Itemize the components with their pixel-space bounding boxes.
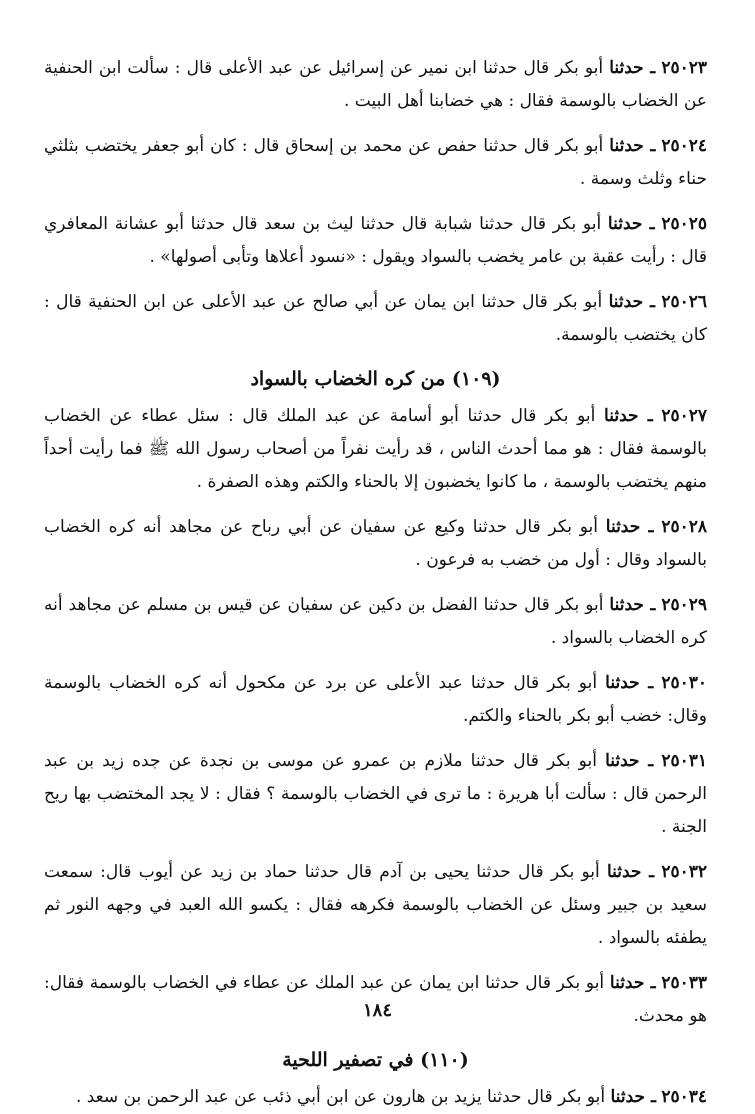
hadith-lead: حدثنا	[609, 58, 644, 78]
hadith-number: ٢٥٠٣٢	[661, 862, 708, 882]
hadith-lead: حدثنا	[610, 1087, 646, 1107]
hadith-entry: ٢٥٠٣٠ ـ حدثنا أبو بكر قال حدثنا عبد الأعلى عن برد عن مكحول أنه كره الخضاب بالوسمة وقال: خضب أبو بكر بالحناء والكتم.	[44, 673, 708, 726]
hadith-text: أبو بكر قال حدثنا يزيد بن هارون عن ابن أبي ذئب عن عبد الرحمن بن سعد .	[75, 1087, 606, 1107]
hadith-lead: حدثنا	[608, 292, 644, 312]
hadith-number: ٢٥٠٣١	[661, 751, 707, 771]
hadith-number: ٢٥٠٢٣	[661, 58, 708, 78]
hadith-entry: ٢٥٠٢٨ ـ حدثنا أبو بكر قال حدثنا وكيع عن سفيان عن أبي رباح عن مجاهد أنه كره الخضاب بالسواد وقال : أول من خضب به فرعون .	[44, 517, 707, 570]
hadith-text: أبو بكر قال حدثنا ملازم بن عمرو عن موسى بن نجدة عن جده زيد بن عبد الرحمن قال : سألت أبا هريرة : ما ترى في الخضاب بالوسمة ؟ فقال : لا يجد المختضب بها ريح الجنة .	[44, 751, 707, 837]
hadith-entry: ٢٥٠٣٢ ـ حدثنا أبو بكر قال حدثنا يحيى بن آدم قال حدثنا حماد بن زيد عن أيوب قال: سمعت سعيد بن جبير وسئل عن الخضاب بالوسمة فكرهه فقال : يكسو الله العبد في وجهه النور ثم يطفئه بالسواد .	[44, 862, 708, 948]
hadith-text: أبو بكر قال حدثنا يحيى بن آدم قال حدثنا حماد بن زيد عن أيوب قال: سمعت سعيد بن جبير وسئل عن الخضاب بالوسمة فكرهه فقال : يكسو الله العبد في وجهه النور ثم يطفئه بالسواد .	[44, 862, 707, 948]
hadith-text: أبو بكر قال حدثنا عبد الأعلى عن برد عن مكحول أنه كره الخضاب بالوسمة وقال: خضب أبو بكر بالحناء والكتم.	[44, 673, 707, 726]
hadith-entry: ٢٥٠٢٩ ـ حدثنا أبو بكر قال حدثنا الفضل بن دكين عن سفيان عن قيس بن مسلم عن مجاهد أنه كره الخضاب بالسواد .	[44, 595, 708, 648]
hadith-number: ٢٥٠٣٤	[661, 1087, 707, 1107]
hadith-text: أبو بكر قال حدثنا أبو أسامة عن عبد الملك قال : سئل عطاء عن الخضاب بالوسمة فقال : هو مما أحدث الناس ، قد رأيت نفراً من أصحاب رسول الله ﷺ فما رأيت أحداً منهم يختضب بالوسمة ، ما كانوا يخضبون إلا بالحناء والكتم وهذه الصفرة .	[44, 406, 707, 492]
hadith-entry: ٢٥٠٢٦ ـ حدثنا أبو بكر قال حدثنا ابن يمان عن أبي صالح عن عبد الأعلى عن ابن الحنفية قال : كان يختضب بالوسمة.	[44, 292, 708, 345]
hadith-lead: حدثنا	[607, 214, 643, 234]
hadith-entry: ٢٥٠٣٣ ـ حدثنا أبو بكر قال حدثنا ابن يمان عن عبد الملك عن عطاء في الخضاب بالوسمة فقال: هو محدث.	[44, 973, 707, 1026]
hadith-lead: حدثنا	[609, 595, 644, 615]
hadith-lead: حدثنا	[605, 751, 640, 771]
hadith-number: ٢٥٠٢٥	[661, 214, 708, 234]
hadith-number: ٢٥٠٢٦	[661, 292, 708, 312]
hadith-number: ٢٥٠٢٩	[661, 595, 708, 615]
hadith-number: ٢٥٠٢٧	[661, 406, 707, 426]
hadith-entry: ٢٥٠٢٤ ـ حدثنا أبو بكر قال حدثنا حفص عن محمد بن إسحاق قال : كان أبو جعفر يختضب بثلثي حناء وثلث وسمة .	[44, 136, 707, 189]
hadith-lead: حدثنا	[604, 406, 639, 426]
hadith-number: ٢٥٠٣٣	[661, 973, 707, 993]
hadith-number: ٢٥٠٢٨	[661, 517, 707, 537]
hadith-text: أبو بكر قال حدثنا ابن يمان عن عبد الملك عن عطاء في الخضاب بالوسمة فقال: هو محدث.	[44, 973, 707, 1026]
hadith-number: ٢٥٠٣٠	[661, 673, 708, 693]
hadith-entry: ٢٥٠٢٧ ـ حدثنا أبو بكر قال حدثنا أبو أسامة عن عبد الملك قال : سئل عطاء عن الخضاب بالوسمة فقال : هو مما أحدث الناس ، قد رأيت نفراً من أصحاب رسول الله ﷺ فما رأيت أحداً منهم يختضب بالوسمة ، ما كانوا يخضبون إلا بالحناء والكتم وهذه الصفرة .	[44, 406, 707, 492]
hadith-text: أبو بكر قال حدثنا ابن نمير عن إسرائيل عن عبد الأعلى قال : سألت ابن الحنفية عن الخضاب بالوسمة فقال : هي خضابنا أهل البيت .	[44, 58, 707, 111]
hadith-lead: حدثنا	[606, 862, 642, 882]
hadith-lead: حدثنا	[609, 136, 644, 156]
page-body	[44, 52, 707, 1114]
hadith-lead: حدثنا	[605, 517, 641, 537]
hadith-number: ٢٥٠٢٤	[661, 136, 707, 156]
hadith-lead: حدثنا	[605, 673, 640, 693]
chapter-heading: (١١٠) في تصفير اللحية	[282, 1049, 469, 1071]
page-number: ١٨٤	[362, 1000, 392, 1021]
hadith-entry: ٢٥٠٢٥ ـ حدثنا أبو بكر قال حدثنا شبابة قال حدثنا ليث بن سعد قال حدثنا أبو عشانة المعافري قال : رأيت عقبة بن عامر يخضب بالسواد ويقول : «نسود أعلاها وتأبى أصولها» .	[44, 214, 708, 267]
hadith-entry: ٢٥٠٣١ ـ حدثنا أبو بكر قال حدثنا ملازم بن عمرو عن موسى بن نجدة عن جده زيد بن عبد الرحمن قال : سألت أبا هريرة : ما ترى في الخضاب بالوسمة ؟ فقال : لا يجد المختضب بها ريح الجنة .	[44, 751, 707, 837]
hadith-text: أبو بكر قال حدثنا شبابة قال حدثنا ليث بن سعد قال حدثنا أبو عشانة المعافري قال : رأيت عقبة بن عامر يخضب بالسواد ويقول : «نسود أعلاها وتأبى أصولها» .	[44, 214, 707, 267]
hadith-text: أبو بكر قال حدثنا حفص عن محمد بن إسحاق قال : كان أبو جعفر يختضب بثلثي حناء وثلث وسمة .	[44, 136, 707, 189]
hadith-lead: حدثنا	[609, 973, 645, 993]
hadith-entry: ٢٥٠٣٤ ـ حدثنا أبو بكر قال حدثنا يزيد بن هارون عن ابن أبي ذئب عن عبد الرحمن بن سعد .	[75, 1087, 707, 1107]
chapter-heading: (١٠٩) من كره الخضاب بالسواد	[250, 368, 501, 390]
hadith-text: أبو بكر قال حدثنا ابن يمان عن أبي صالح عن عبد الأعلى عن ابن الحنفية قال : كان يختضب بالوسمة.	[44, 292, 707, 345]
hadith-text: أبو بكر قال حدثنا الفضل بن دكين عن سفيان عن قيس بن مسلم عن مجاهد أنه كره الخضاب بالسواد .	[44, 595, 707, 648]
hadith-entry: ٢٥٠٢٣ ـ حدثنا أبو بكر قال حدثنا ابن نمير عن إسرائيل عن عبد الأعلى قال : سألت ابن الحنفية عن الخضاب بالوسمة فقال : هي خضابنا أهل البيت .	[44, 58, 708, 111]
hadith-text: أبو بكر قال حدثنا وكيع عن سفيان عن أبي رباح عن مجاهد أنه كره الخضاب بالسواد وقال : أول من خضب به فرعون .	[44, 517, 707, 570]
